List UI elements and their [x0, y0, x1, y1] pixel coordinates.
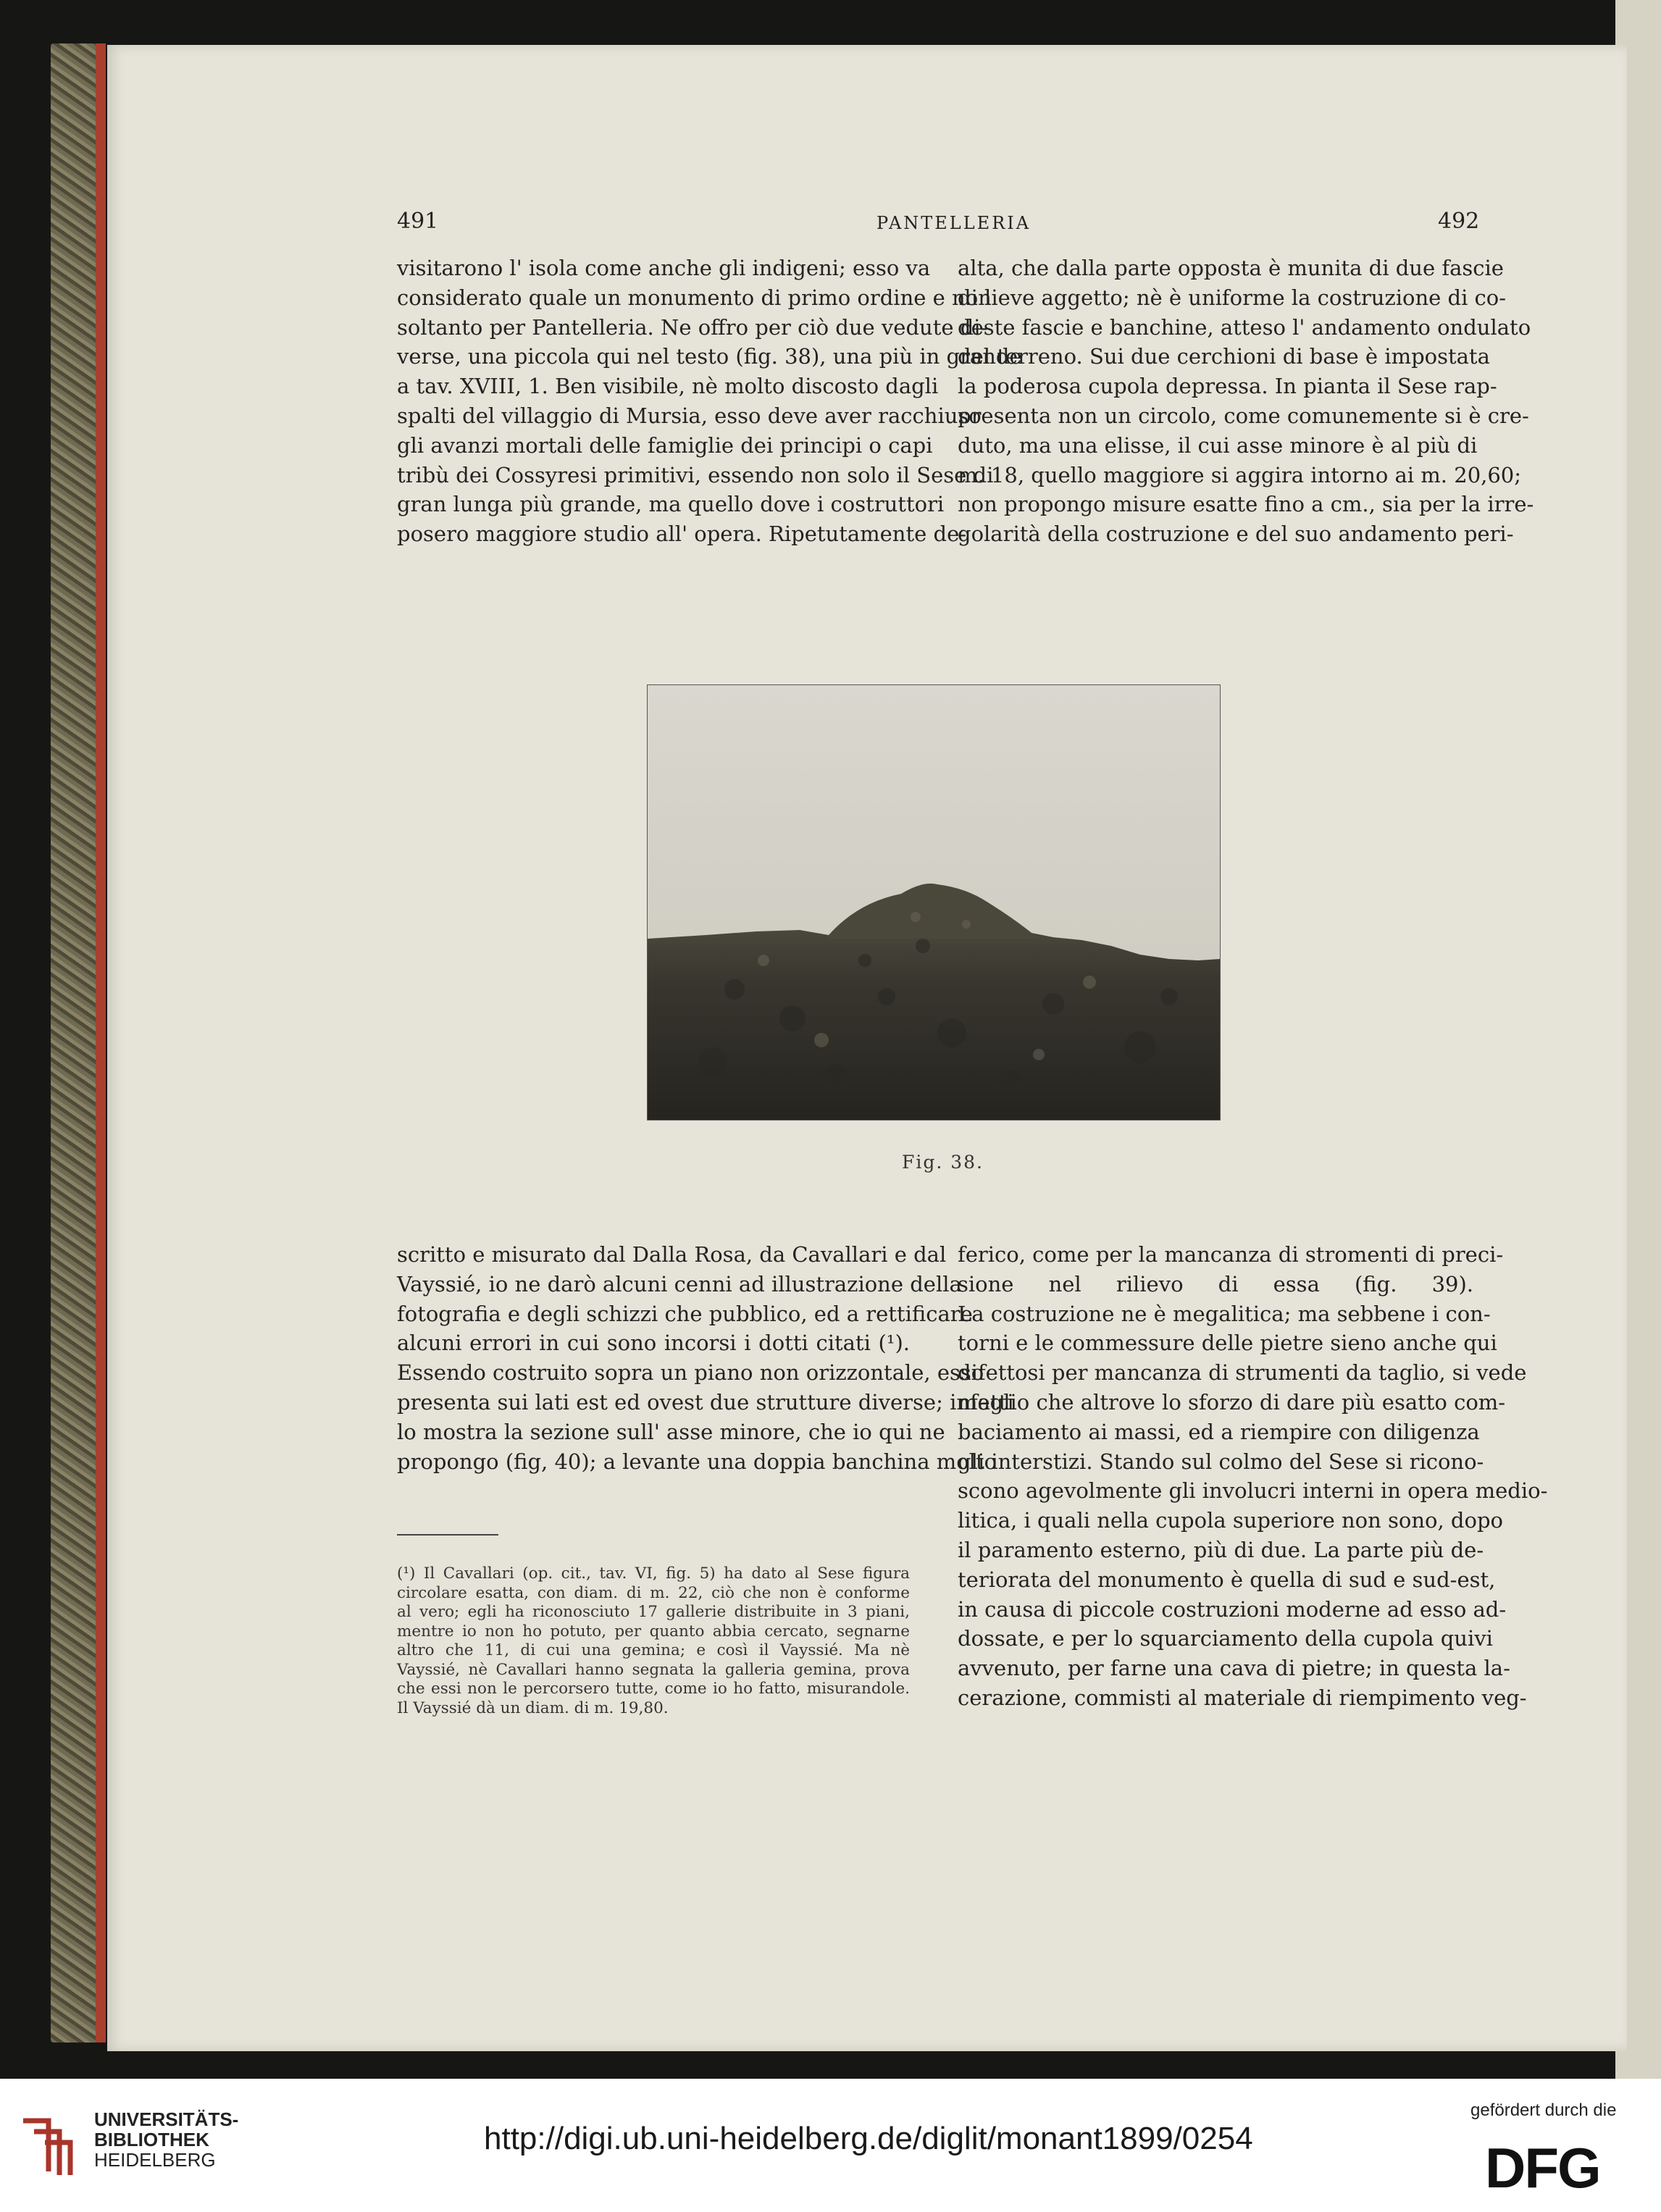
text-line: di lieve aggetto; nè è uniforme la costruzione di co- [958, 285, 1507, 310]
text-line: difettosi per mancanza di strumenti da taglio, si vede [958, 1360, 1527, 1386]
text-line: Essendo costruito sopra un piano non orizzontale, esso [397, 1360, 984, 1386]
permalink-url[interactable]: http://digi.ub.uni-heidelberg.de/diglit/monant1899/0254 [484, 2121, 1253, 2156]
library-banner [0, 2079, 1661, 2212]
text-line: gli interstizi. Stando sul colmo del Sese si ricono- [958, 1449, 1484, 1474]
text-line: dossate, e per lo squarciamento della cupola quivi [958, 1626, 1493, 1651]
text-line: baciamento ai massi, ed a riempire con diligenza [958, 1419, 1480, 1444]
text-line: tribù dei Cossyresi primitivi, essendo non solo il Sese di [397, 462, 994, 487]
text-column-bottom-left [397, 1240, 1014, 1476]
text-line: scritto e misurato dal Dalla Rosa, da Cavallari e dal [397, 1242, 947, 1267]
text-column-bottom-right [958, 1240, 1548, 1713]
text-line: ferico, come per la mancanza di stromenti di preci- [958, 1242, 1504, 1267]
text-line: gli avanzi mortali delle famiglie dei principi o capi [397, 432, 933, 458]
text-line: non propongo misure esatte fino a cm., sia per la irre- [958, 492, 1534, 517]
text-line: cerazione, commisti al materiale di riempimento veg- [958, 1685, 1527, 1710]
text-line: golarità della costruzione e del suo andamento peri- [958, 521, 1514, 547]
text-line: mentre io non ho potuto, per quanto abbia cercato, segnarne [397, 1622, 910, 1641]
text-line: Vayssié, io ne darò alcuni cenni ad illustrazione della [397, 1271, 962, 1296]
text-column-top-right [958, 254, 1534, 549]
text-line: (¹) Il Cavallari (op. cit., tav. VI, fig. 5) ha dato al Sese figura [397, 1564, 910, 1583]
text-line: il paramento esterno, più di due. La parte più de- [958, 1537, 1484, 1562]
footnote [397, 1564, 910, 1718]
text-line: Il Vayssié dà un diam. di m. 19,80. [397, 1698, 669, 1717]
funding-label: gefördert durch die [1470, 2100, 1617, 2120]
text-column-top-left [397, 254, 1022, 549]
text-line: altro che 11, di cui una gemina; e così il Vayssié. Ma nè [397, 1641, 910, 1659]
text-line: presenta non un circolo, come comunemente si è cre- [958, 403, 1529, 428]
text-line: lo mostra la sezione sull' asse minore, che io qui ne [397, 1419, 945, 1444]
text-line: La costruzione ne è megalitica; ma sebbene i con- [958, 1301, 1491, 1326]
text-line: spalti del villaggio di Mursia, esso deve aver racchiuso [397, 403, 982, 428]
text-line: presenta sui lati est ed ovest due strutture diverse; infatti [397, 1389, 1014, 1415]
photo-of-sese-monument [648, 685, 1220, 1120]
text-line: duto, ma una elisse, il cui asse minore è al più di [958, 432, 1478, 458]
text-line: litica, i quali nella cupola superiore non sono, dopo [958, 1508, 1503, 1533]
text-line: teriorata del monumento è quella di sud e sud-est, [958, 1567, 1496, 1592]
dfg-logo: DFG [1485, 2136, 1600, 2200]
text-line: che essi non le percorsero tutte, come io ho fatto, misurandole. [397, 1680, 910, 1698]
text-line: verse, una piccola qui nel testo (fig. 38), una più in grande [397, 344, 1022, 369]
left-page-number: 491 [397, 209, 439, 234]
footnote-divider [397, 1534, 498, 1536]
text-line: considerato quale un monumento di primo ordine e non [397, 285, 992, 310]
figure-caption: Fig. 38. [902, 1152, 984, 1173]
running-title: PANTELLERIA [876, 213, 1032, 233]
text-line: Vayssié, nè Cavallari hanno segnata la galleria gemina, prova [397, 1660, 910, 1679]
text-line: avvenuto, per farne una cava di pietre; in questa la- [958, 1656, 1510, 1681]
text-line: torni e le commessure delle pietre sieno anche qui [958, 1331, 1497, 1356]
text-line: al vero; egli ha riconosciuto 17 gallerie distribuite in 3 piani, [397, 1603, 910, 1621]
text-line: soltanto per Pantelleria. Ne offro per ciò due vedute di- [397, 314, 988, 340]
library-name-line-1: UNIVERSITÄTS- [94, 2108, 239, 2130]
library-name [94, 2109, 238, 2170]
library-name-line-2: BIBLIOTHEK [94, 2129, 209, 2150]
text-line: scono agevolmente gli involucri interni in opera medio- [958, 1478, 1548, 1504]
text-line: m. 18, quello maggiore si aggira intorno ai m. 20,60; [958, 462, 1522, 487]
text-line: del terreno. Sui due cerchioni di base è impostata [958, 344, 1490, 369]
text-line: sione nel rilievo di essa (fig. 39). [958, 1271, 1473, 1296]
red-page-edge [96, 43, 106, 2043]
marbled-book-edge [51, 43, 101, 2043]
text-line: propongo (fig, 40); a levante una doppia banchina molto [397, 1449, 997, 1474]
right-page-number: 492 [1438, 209, 1480, 234]
text-line: alta, che dalla parte opposta è munita di due fascie [958, 256, 1504, 280]
text-line: la poderosa cupola depressa. In pianta il Sese rap- [958, 374, 1497, 399]
text-line: fotografia e degli schizzi che pubblico, ed a rettificare [397, 1301, 973, 1326]
text-line: a tav. XVIII, 1. Ben visibile, nè molto discosto dagli [397, 374, 939, 399]
text-line: alcuni errori in cui sono incorsi i dotti citati (¹). [397, 1331, 910, 1356]
text-line: visitarono l' isola come anche gli indigeni; esso va [397, 256, 931, 280]
university-library-logo-icon [16, 2106, 88, 2179]
text-line: posero maggiore studio all' opera. Ripetutamente de- [397, 521, 967, 547]
text-line: in causa di piccole costruzioni moderne ad esso ad- [958, 1596, 1507, 1622]
text-line: meglio che altrove lo sforzo di dare più esatto com- [958, 1389, 1506, 1415]
text-line: gran lunga più grande, ma quello dove i costruttori [397, 492, 945, 517]
text-line: deste fascie e banchine, atteso l' andamento ondulato [958, 314, 1531, 340]
library-name-line-3: HEIDELBERG [94, 2149, 216, 2171]
figure-photograph [647, 684, 1221, 1120]
text-line: circolare esatta, con diam. di m. 22, ciò che non è conforme [397, 1583, 910, 1602]
